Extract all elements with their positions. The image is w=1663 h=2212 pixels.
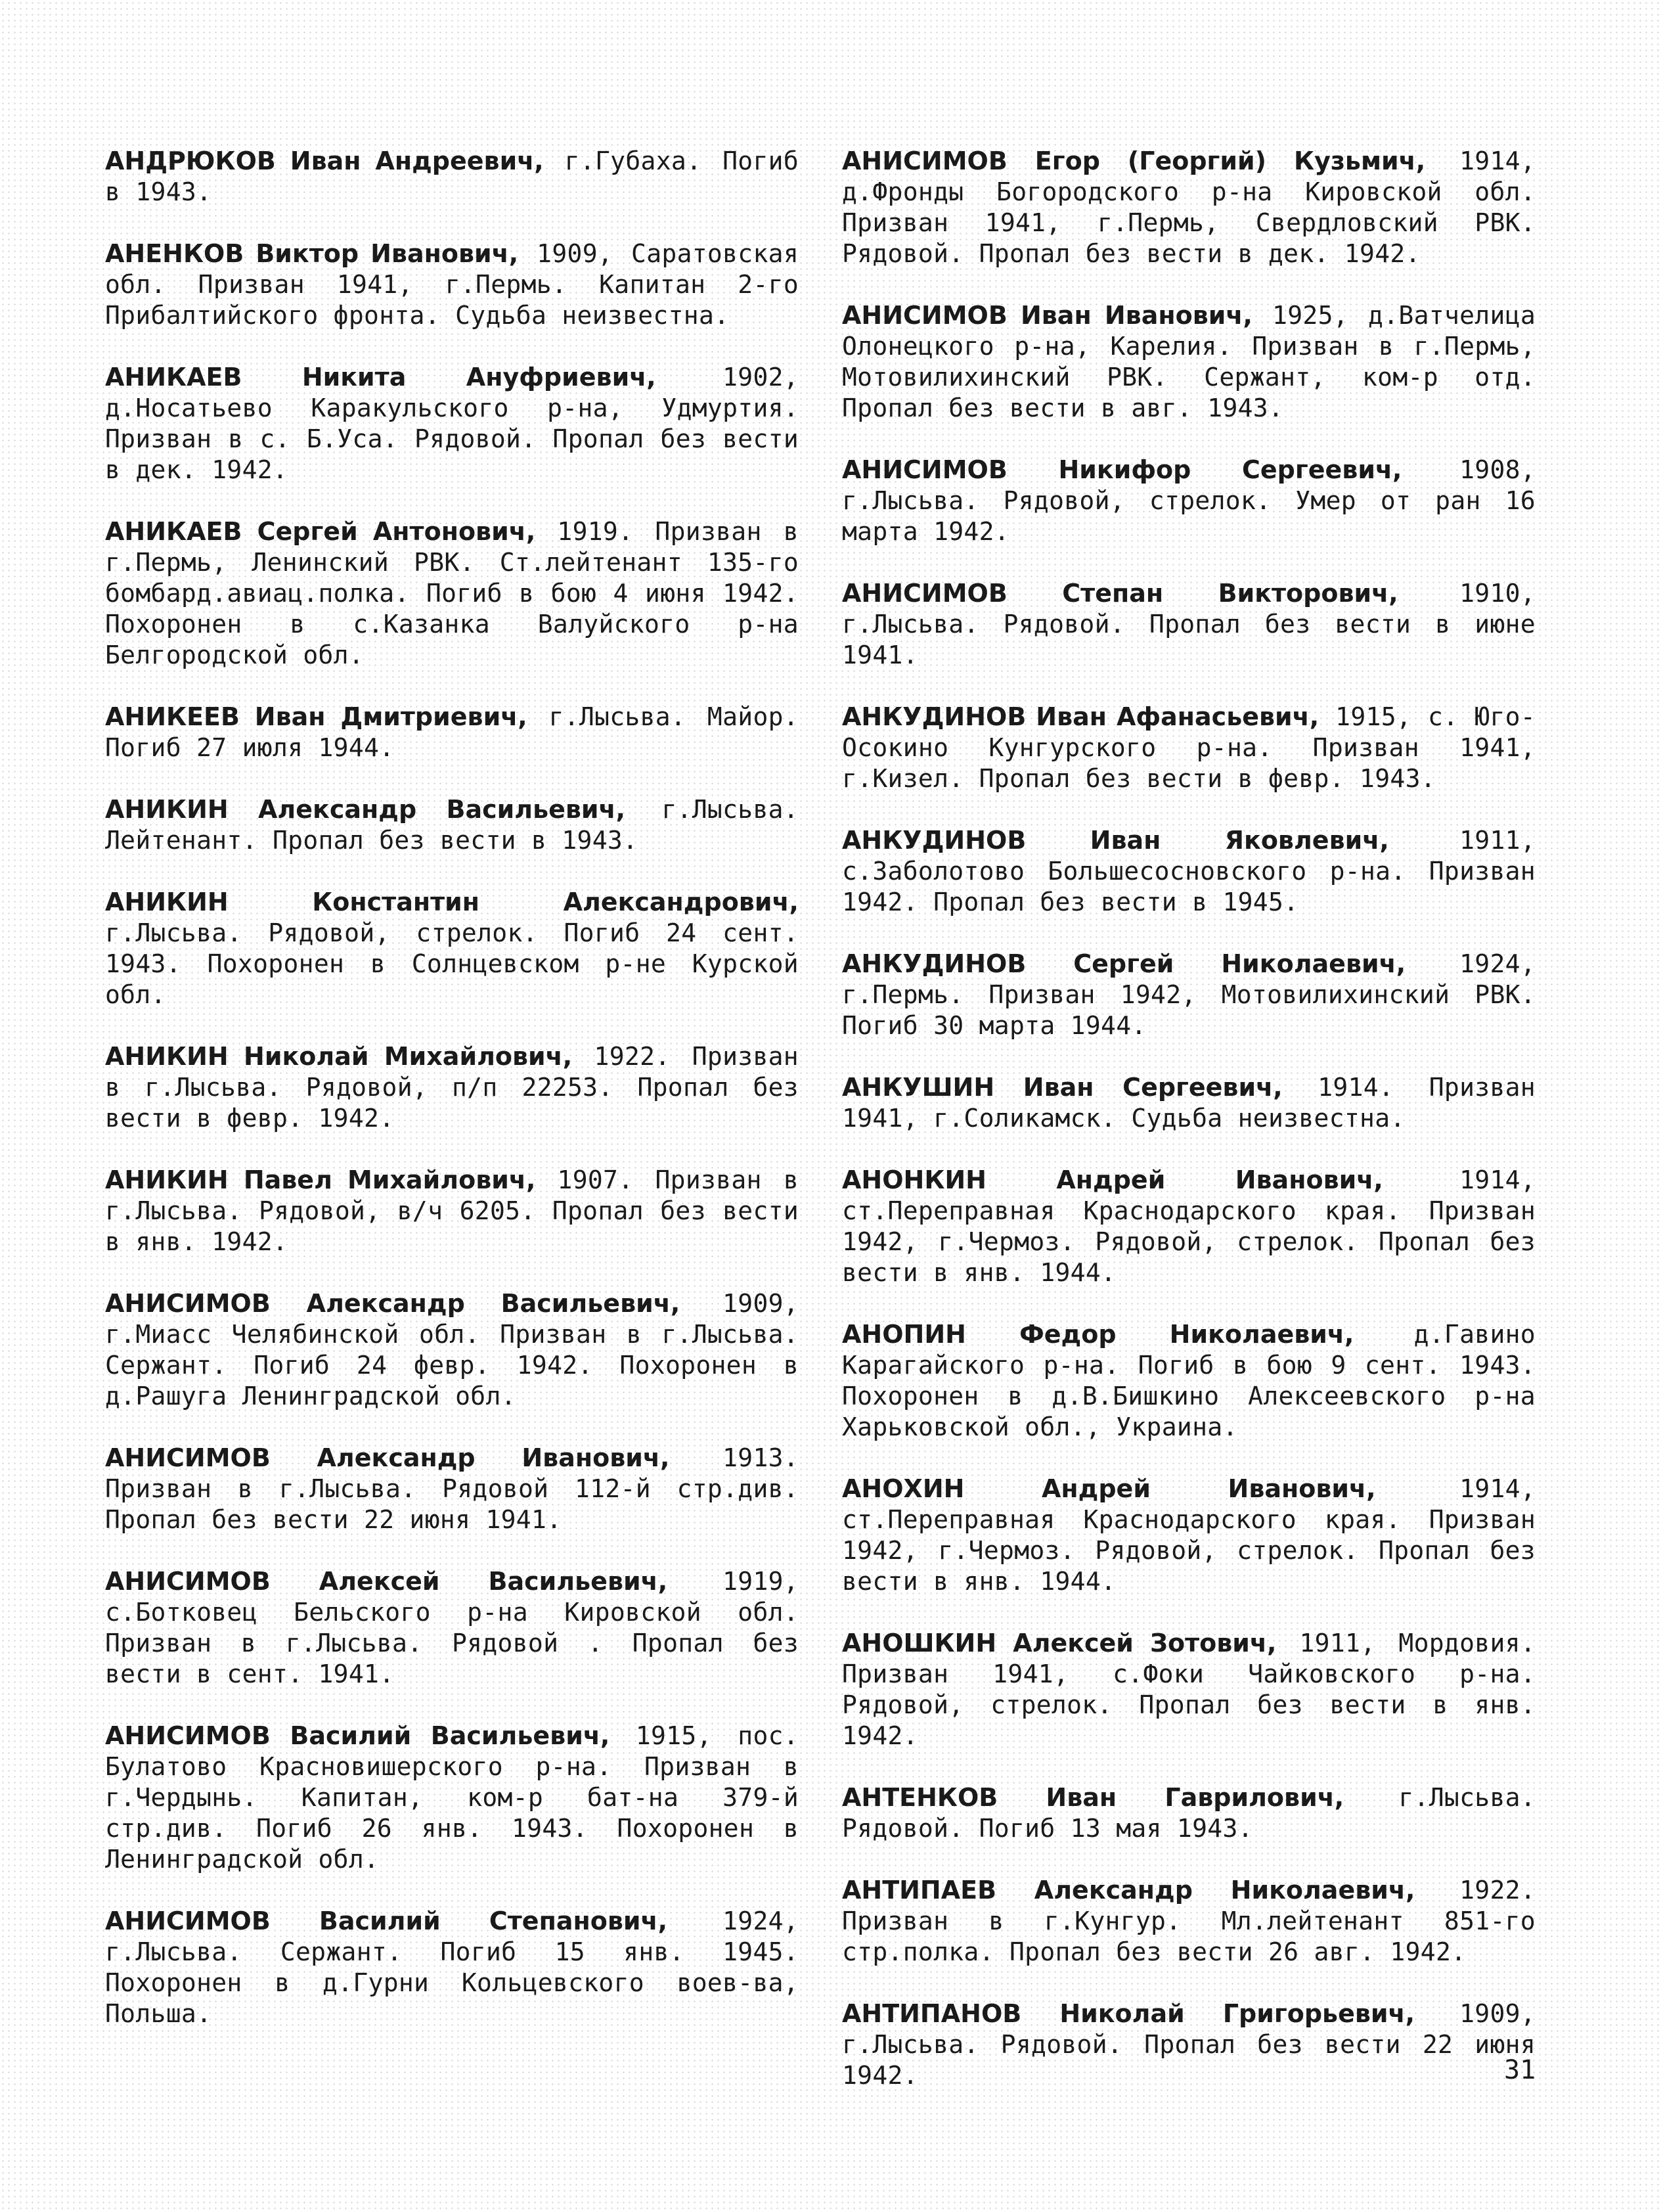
entry: [105, 1443, 799, 1535]
entry: [842, 1072, 1536, 1134]
entry-name: АНИСИМОВ Никифор Сергеевич,: [842, 455, 1402, 484]
entry-text: г.Лысьва. Рядовой, стрелок. Погиб 24 сент. 1943. Похоронен в Солнцевском р-не Курской обл.: [105, 918, 799, 1009]
entry-name: АНКУШИН Иван Сергеевич,: [842, 1073, 1283, 1102]
entry: [105, 887, 799, 1010]
entry-text: 1910, г.Лысьва. Рядовой. Пропал без вести в июне 1941.: [842, 579, 1536, 669]
entry-text: 1909, Саратовская обл. Призван 1941, г.Пермь. Капитан 2-го Прибалтийского фронта. Судьба неизвестна.: [105, 239, 799, 330]
entry-name: АНИСИМОВ Александр Васильевич,: [105, 1289, 680, 1318]
entry-name: АНКУДИНОВ Сергей Николаевич,: [842, 949, 1406, 978]
entry: [842, 1319, 1536, 1443]
entry-text: 1914, ст.Переправная Краснодарского края. Призван 1942, г.Чермоз. Рядовой, стрелок. Пропал без вести в янв. 1944.: [842, 1165, 1536, 1287]
entry-text: 1919. Призван в г.Пермь, Ленинский РВК. Ст.лейтенант 135-го бомбард.авиац.полка. Погиб в бою 4 июня 1942. Похоронен в с.Казанка Валуйского р-на Белгородской обл.: [105, 517, 799, 669]
entry: [105, 146, 799, 208]
entry-text: 1914. Призван 1941, г.Соликамск. Судьба неизвестна.: [842, 1073, 1536, 1133]
entry-text: 1909, г.Лысьва. Рядовой. Пропал без вести 22 июня 1942.: [842, 1999, 1536, 2090]
entry-name: АНОШКИН Алексей Зотович,: [842, 1629, 1277, 1658]
entry-name: АНИСИМОВ Егор (Георгий) Кузьмич,: [842, 147, 1426, 175]
entry-name: АНОНКИН Андрей Иванович,: [842, 1165, 1383, 1194]
entry: [105, 702, 799, 763]
entry-text: 1913. Призван в г.Лысьва. Рядовой 112-й стр.див. Пропал без вести 22 июня 1941.: [105, 1443, 799, 1534]
entry: [105, 1165, 799, 1257]
entry: [842, 702, 1536, 794]
entry-name: АНОПИН Федор Николаевич,: [842, 1320, 1354, 1349]
entry-name: АНИКАЕВ Никита Ануфриевич,: [105, 363, 656, 392]
entry: [842, 1165, 1536, 1288]
entry: [842, 1875, 1536, 1968]
entry-text: 1914, ст.Переправная Краснодарского края. Призван 1942, г.Чермоз. Рядовой, стрелок. Пропал без вести в янв. 1944.: [842, 1474, 1536, 1596]
entry-text: 1907. Призван в г.Лысьва. Рядовой, в/ч 6205. Пропал без вести в янв. 1942.: [105, 1165, 799, 1256]
entry-text: 1914, д.Фронды Богородского р-на Кировской обл. Призван 1941, г.Пермь, Свердловский РВК. Рядовой. Пропал без вести в дек. 1942.: [842, 147, 1536, 268]
entry: [105, 1721, 799, 1875]
entry-name: АНИСИМОВ Александр Иванович,: [105, 1443, 670, 1472]
entry-name: АНДРЮКОВ Иван Андреевич,: [105, 147, 544, 175]
entry-text: 1922. Призван в г.Лысьва. Рядовой, п/п 22253. Пропал без вести в февр. 1942.: [105, 1042, 799, 1133]
entry: [842, 578, 1536, 671]
entry-text: 1924, г.Пермь. Призван 1942, Мотовилихинский РВК. Погиб 30 марта 1944.: [842, 949, 1536, 1040]
entry: [105, 516, 799, 671]
entry: [105, 1566, 799, 1690]
entry-text: 1915, пос. Булатово Красновишерского р-на. Призван в г.Чердынь. Капитан, ком-р бат-на 379-й стр.див. Погиб 26 янв. 1943. Похоронен в Ленинградской обл.: [105, 1721, 799, 1874]
entry: [842, 825, 1536, 918]
entry: [842, 146, 1536, 269]
entry-name: АНОХИН Андрей Иванович,: [842, 1474, 1376, 1503]
entry-text: 1915, с. Юго-Осокино Кунгурского р-на. Призван 1941, г.Кизел. Пропал без вести в февр. 1943.: [842, 702, 1536, 793]
entry-name: АНКУДИНОВ Иван Яковлевич,: [842, 826, 1389, 855]
entry: [842, 1998, 1536, 2091]
right-column: [842, 146, 1536, 2122]
entry-name: АНЕНКОВ Виктор Иванович,: [105, 239, 519, 268]
entry-name: АНИСИМОВ Иван Иванович,: [842, 301, 1253, 330]
entry-name: АНТИПАЕВ Александр Николаевич,: [842, 1876, 1415, 1905]
entry-name: АНИКИН Александр Васильевич,: [105, 795, 626, 824]
entry-text: 1922. Призван в г.Кунгур. Мл.лейтенант 851-го стр.полка. Пропал без вести 26 авг. 1942.: [842, 1876, 1536, 1966]
entry-text: 1925, д.Ватчелица Олонецкого р-на, Карелия. Призван в г.Пермь, Мотовилихинский РВК. Сержант, ком-р отд. Пропал без вести в авг. 1943.: [842, 301, 1536, 422]
entry-name: АНИСИМОВ Алексей Васильевич,: [105, 1567, 668, 1596]
entry-text: г.Лысьва. Лейтенант. Пропал без вести в 1943.: [105, 795, 799, 855]
entry-text: г.Губаха. Погиб в 1943.: [105, 147, 799, 206]
entry-text: 1902, д.Носатьево Каракульского р-на, Удмуртия. Призван в с. Б.Уса. Рядовой. Пропал без вести в дек. 1942.: [105, 363, 799, 484]
entry: [842, 1474, 1536, 1597]
entry-name: АНИКАЕВ Сергей Антонович,: [105, 517, 536, 546]
entry-name: АНИСИМОВ Василий Степанович,: [105, 1907, 668, 1935]
entry: [842, 1782, 1536, 1844]
entry-name: АНКУДИНОВ Иван Афанасьевич,: [842, 702, 1319, 731]
entry-name: АНИСИМОВ Степан Викторович,: [842, 579, 1398, 608]
entry-text: 1911, с.Заболотово Большесосновского р-на. Призван 1942. Пропал без вести в 1945.: [842, 826, 1536, 916]
entry: [842, 1628, 1536, 1751]
entry-text: д.Гавино Карагайского р-на. Погиб в бою 9 сент. 1943. Похоронен в д.В.Бишкино Алексеевского р-на Харьковской обл., Украина.: [842, 1320, 1536, 1441]
entry: [105, 794, 799, 856]
entry: [105, 362, 799, 485]
entry: [842, 455, 1536, 547]
entry-text: 1919, с.Ботковец Бельского р-на Кировской обл. Призван в г.Лысьва. Рядовой . Пропал без вести в сент. 1941.: [105, 1567, 799, 1688]
entry: [105, 238, 799, 331]
entry-text: 1911, Мордовия. Призван 1941, с.Фоки Чайковского р-на. Рядовой, стрелок. Пропал без вести в янв. 1942.: [842, 1629, 1536, 1750]
entry-name: АНИКИН Константин Александрович,: [105, 888, 799, 916]
left-column: [105, 146, 799, 2060]
entry-text: г.Лысьва. Майор. Погиб 27 июля 1944.: [105, 702, 799, 762]
entry: [105, 1041, 799, 1134]
entry-text: 1909, г.Миасс Челябинской обл. Призван в г.Лысьва. Сержант. Погиб 24 февр. 1942. Похоронен в д.Рашуга Ленинградской обл.: [105, 1289, 799, 1411]
entry: [842, 949, 1536, 1041]
entry-text: 1924, г.Лысьва. Сержант. Погиб 15 янв. 1945. Похоронен в д.Гурни Кольцевского воев-ва, Польша.: [105, 1907, 799, 2028]
entry-text: г.Лысьва. Рядовой. Погиб 13 мая 1943.: [842, 1783, 1536, 1843]
entry-name: АНТЕНКОВ Иван Гаврилович,: [842, 1783, 1344, 1812]
entry: [105, 1288, 799, 1412]
entry-name: АНИСИМОВ Василий Васильевич,: [105, 1721, 610, 1750]
entry: [842, 300, 1536, 424]
entry-name: АНИКЕЕВ Иван Дмитриевич,: [105, 702, 527, 731]
entry-name: АНТИПАНОВ Николай Григорьевич,: [842, 1999, 1415, 2028]
page-number: 31: [1504, 2055, 1536, 2085]
entry-text: 1908, г.Лысьва. Рядовой, стрелок. Умер от ран 16 марта 1942.: [842, 455, 1536, 546]
entry: [105, 1906, 799, 2029]
entry-name: АНИКИН Павел Михайлович,: [105, 1165, 536, 1194]
entry-name: АНИКИН Николай Михайлович,: [105, 1042, 573, 1071]
